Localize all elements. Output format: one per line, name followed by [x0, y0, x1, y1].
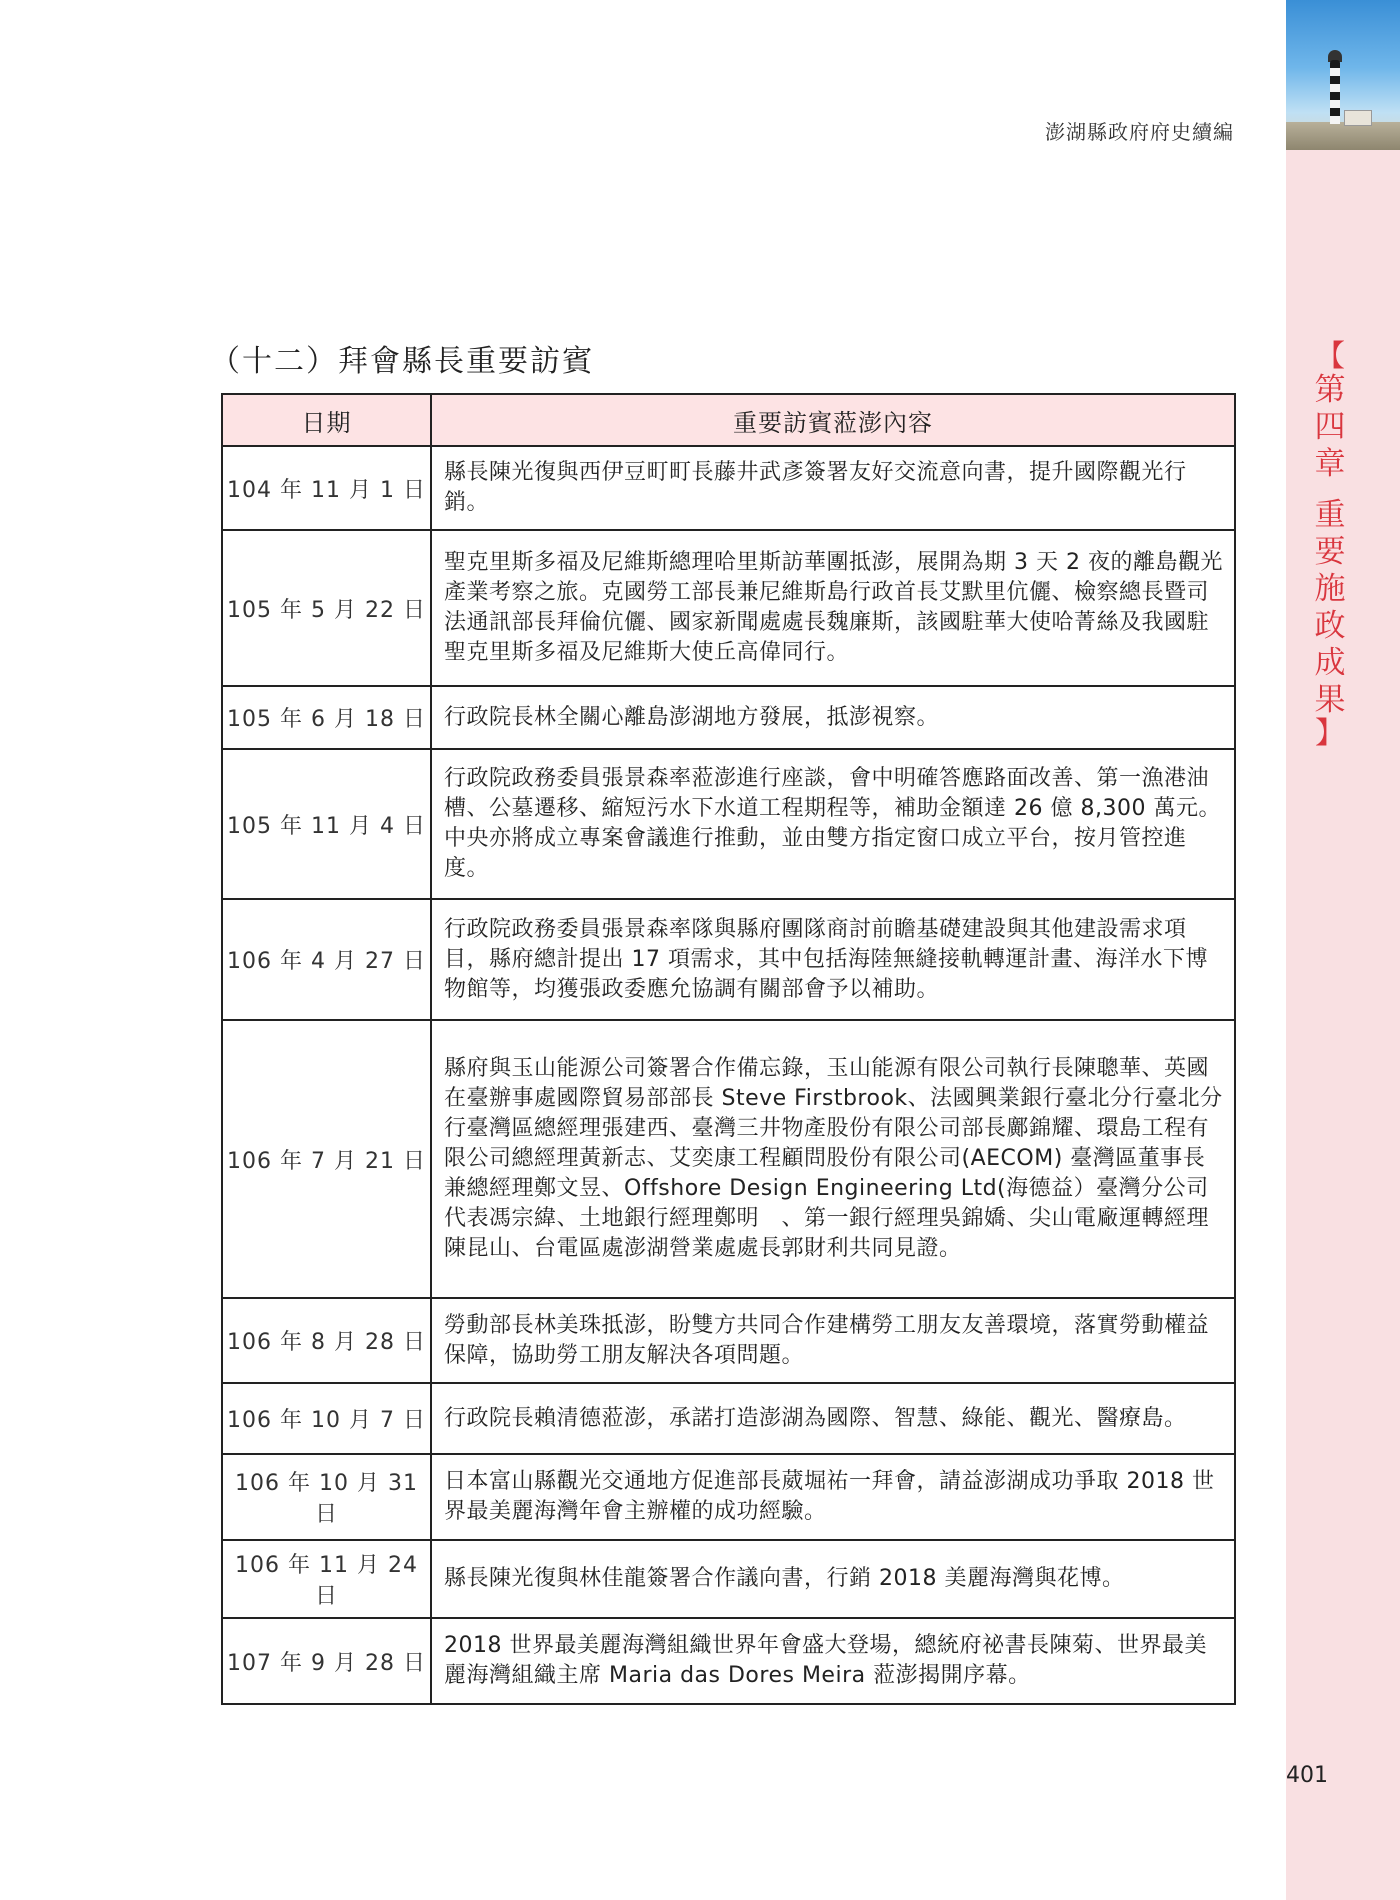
lighthouse-photo: [1286, 0, 1400, 150]
chapter-bracket-close: 】: [1315, 716, 1345, 751]
chapter-char: 施: [1314, 571, 1346, 607]
date-cell: 105 年 6 月 18 日: [222, 686, 431, 749]
chapter-char: 第: [1314, 372, 1346, 408]
content-cell: 行政院政務委員張景森率隊與縣府團隊商討前瞻基礎建設與其他建設需求項目，縣府總計提出 17 項需求，其中包括海陸無縫接軌轉運計畫、海洋水下博物館等，均獲張政委應允協調有關部會予以補助。: [431, 899, 1235, 1020]
content-cell: 縣府與玉山能源公司簽署合作備忘錄，玉山能源有限公司執行長陳聰華、英國在臺辦事處國際貿易部部長 Steve Firstbrook、法國興業銀行臺北分行臺北分行臺灣區總經理張建西、臺灣三井物產股份有限公司部長鄺錦耀、環島工程有限公司總經理黃新志、艾奕康工程顧問股份有限公司(AECOM) 臺灣區董事長兼總經理鄭文昱、Offshore Design Engineering Ltd(海德益）臺灣分公司代表馮宗緯、土地銀行經理鄭明 、第一銀行經理吳錦嬌、尖山電廠運轉經理陳昆山、台電區處澎湖營業處處長郭財利共同見證。: [431, 1020, 1235, 1298]
content-cell: 聖克里斯多福及尼維斯總理哈里斯訪華團抵澎，展開為期 3 天 2 夜的離島觀光產業考察之旅。克國勞工部長兼尼維斯島行政首長艾默里伉儷、檢察總長暨司法通訊部長拜倫伉儷、國家新聞處處長魏廉斯，該國駐華大使哈菁絲及我國駐聖克里斯多福及尼維斯大使丘高偉同行。: [431, 530, 1235, 686]
table-row: [222, 446, 1235, 530]
content-cell: 行政院長賴清德蒞澎，承諾打造澎湖為國際、智慧、綠能、觀光、醫療島。: [431, 1383, 1235, 1454]
section-title: （十二）拜會縣長重要訪賓: [210, 344, 594, 379]
date-cell: 106 年 8 月 28 日: [222, 1298, 431, 1383]
chapter-char: 果: [1314, 682, 1346, 718]
table-row: [222, 530, 1235, 686]
page-number: 401: [1286, 1763, 1328, 1788]
date-cell: 106 年 10 月 7 日: [222, 1383, 431, 1454]
table-row: [222, 1298, 1235, 1383]
visits-table: [221, 393, 1236, 1705]
date-cell: 105 年 11 月 4 日: [222, 749, 431, 899]
chapter-char: 要: [1314, 534, 1346, 570]
chapter-char: 重: [1314, 497, 1346, 533]
chapter-sidebar: [1286, 0, 1400, 1900]
date-cell: 106 年 7 月 21 日: [222, 1020, 431, 1298]
table-row: [222, 1618, 1235, 1704]
running-header: 澎湖縣政府府史續編: [1045, 120, 1234, 144]
content-cell: 縣長陳光復與西伊豆町町長藤井武彥簽署友好交流意向書，提升國際觀光行銷。: [431, 446, 1235, 530]
date-cell: 106 年 10 月 31 日: [222, 1454, 431, 1540]
date-cell: 104 年 11 月 1 日: [222, 446, 431, 530]
date-cell: 106 年 4 月 27 日: [222, 899, 431, 1020]
table-row: [222, 899, 1235, 1020]
date-cell: 106 年 11 月 24 日: [222, 1540, 431, 1618]
content-cell: 日本富山縣觀光交通地方促進部長葳堀祐一拜會，請益澎湖成功爭取 2018 世界最美麗海灣年會主辦權的成功經驗。: [431, 1454, 1235, 1540]
table-header-row: [222, 394, 1235, 446]
date-cell: 107 年 9 月 28 日: [222, 1618, 431, 1704]
chapter-char: 章: [1314, 446, 1346, 482]
chapter-char: 成: [1314, 645, 1346, 681]
date-column-header: 日期: [222, 394, 431, 446]
chapter-label: [1310, 339, 1350, 751]
table-row: [222, 1454, 1235, 1540]
chapter-bracket-open: 【: [1315, 339, 1345, 374]
content-cell: 2018 世界最美麗海灣組織世界年會盛大登場，總統府祕書長陳菊、世界最美麗海灣組織主席 Maria das Dores Meira 蒞澎揭開序幕。: [431, 1618, 1235, 1704]
content-cell: 縣長陳光復與林佳龍簽署合作議向書，行銷 2018 美麗海灣與花博。: [431, 1540, 1235, 1618]
content-cell: 行政院長林全關心離島澎湖地方發展，抵澎視察。: [431, 686, 1235, 749]
table-row: [222, 749, 1235, 899]
content-column-header: 重要訪賓蒞澎內容: [431, 394, 1235, 446]
chapter-char: 四: [1314, 409, 1346, 445]
content-cell: 行政院政務委員張景森率蒞澎進行座談，會中明確答應路面改善、第一漁港油槽、公墓遷移、縮短污水下水道工程期程等，補助金額達 26 億 8,300 萬元。中央亦將成立專案會議進行推動，並由雙方指定窗口成立平台，按月管控進度。: [431, 749, 1235, 899]
table-row: [222, 1540, 1235, 1618]
chapter-char: 政: [1314, 608, 1346, 644]
date-cell: 105 年 5 月 22 日: [222, 530, 431, 686]
content-cell: 勞動部長林美珠抵澎，盼雙方共同合作建構勞工朋友友善環境，落實勞動權益保障，協助勞工朋友解決各項問題。: [431, 1298, 1235, 1383]
table-row: [222, 1020, 1235, 1298]
table-row: [222, 686, 1235, 749]
table-row: [222, 1383, 1235, 1454]
